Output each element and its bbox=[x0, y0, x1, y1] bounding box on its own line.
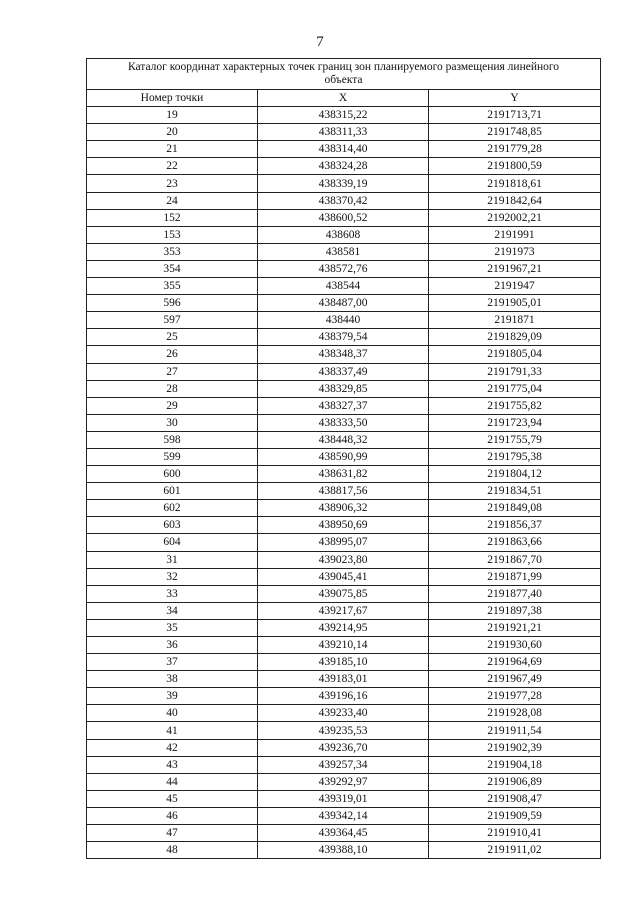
x-coordinate-cell: 439183,01 bbox=[258, 671, 429, 688]
table-row bbox=[87, 654, 601, 671]
y-coordinate-cell: 2191867,70 bbox=[429, 551, 601, 568]
y-coordinate-cell: 2191977,28 bbox=[429, 688, 601, 705]
y-coordinate-cell: 2191829,09 bbox=[429, 329, 601, 346]
y-coordinate-cell: 2191897,38 bbox=[429, 602, 601, 619]
point-number-cell: 26 bbox=[87, 346, 258, 363]
x-coordinate-cell: 439342,14 bbox=[258, 807, 429, 824]
table-row bbox=[87, 790, 601, 807]
y-coordinate-cell: 2191964,69 bbox=[429, 654, 601, 671]
column-header-point-number: Номер точки bbox=[87, 90, 258, 107]
table-row bbox=[87, 278, 601, 295]
y-coordinate-cell: 2191967,49 bbox=[429, 671, 601, 688]
table-row bbox=[87, 243, 601, 260]
x-coordinate-cell: 439075,85 bbox=[258, 585, 429, 602]
table-row bbox=[87, 534, 601, 551]
table-row bbox=[87, 141, 601, 158]
table-row bbox=[87, 192, 601, 209]
x-coordinate-cell: 439388,10 bbox=[258, 842, 429, 859]
point-number-cell: 23 bbox=[87, 175, 258, 192]
y-coordinate-cell: 2192002,21 bbox=[429, 209, 601, 226]
table-row bbox=[87, 688, 601, 705]
y-coordinate-cell: 2191863,66 bbox=[429, 534, 601, 551]
point-number-cell: 603 bbox=[87, 517, 258, 534]
y-coordinate-cell: 2191791,33 bbox=[429, 363, 601, 380]
x-coordinate-cell: 438311,33 bbox=[258, 124, 429, 141]
y-coordinate-cell: 2191818,61 bbox=[429, 175, 601, 192]
x-coordinate-cell: 439185,10 bbox=[258, 654, 429, 671]
table-caption: Каталог координат характерных точек границ зон планируемого размещения линейного объекта bbox=[87, 59, 601, 90]
table-row bbox=[87, 585, 601, 602]
coordinates-table bbox=[86, 58, 601, 859]
y-coordinate-cell: 2191804,12 bbox=[429, 466, 601, 483]
x-coordinate-cell: 438590,99 bbox=[258, 448, 429, 465]
point-number-cell: 24 bbox=[87, 192, 258, 209]
table-row bbox=[87, 380, 601, 397]
x-coordinate-cell: 438327,37 bbox=[258, 397, 429, 414]
point-number-cell: 47 bbox=[87, 825, 258, 842]
table-row bbox=[87, 825, 601, 842]
point-number-cell: 19 bbox=[87, 107, 258, 124]
point-number-cell: 45 bbox=[87, 790, 258, 807]
table-row bbox=[87, 739, 601, 756]
point-number-cell: 27 bbox=[87, 363, 258, 380]
y-coordinate-cell: 2191748,85 bbox=[429, 124, 601, 141]
x-coordinate-cell: 438339,19 bbox=[258, 175, 429, 192]
table-row bbox=[87, 551, 601, 568]
table-row bbox=[87, 312, 601, 329]
point-number-cell: 353 bbox=[87, 243, 258, 260]
table-row bbox=[87, 483, 601, 500]
y-coordinate-cell: 2191800,59 bbox=[429, 158, 601, 175]
x-coordinate-cell: 438487,00 bbox=[258, 295, 429, 312]
point-number-cell: 597 bbox=[87, 312, 258, 329]
point-number-cell: 22 bbox=[87, 158, 258, 175]
x-coordinate-cell: 438950,69 bbox=[258, 517, 429, 534]
y-coordinate-cell: 2191906,89 bbox=[429, 773, 601, 790]
table-body bbox=[87, 107, 601, 859]
x-coordinate-cell: 439364,45 bbox=[258, 825, 429, 842]
x-coordinate-cell: 439045,41 bbox=[258, 568, 429, 585]
x-coordinate-cell: 439236,70 bbox=[258, 739, 429, 756]
table-row bbox=[87, 295, 601, 312]
table-row bbox=[87, 705, 601, 722]
point-number-cell: 44 bbox=[87, 773, 258, 790]
y-coordinate-cell: 2191755,79 bbox=[429, 431, 601, 448]
column-header-y: Y bbox=[429, 90, 601, 107]
x-coordinate-cell: 438448,32 bbox=[258, 431, 429, 448]
table-row bbox=[87, 431, 601, 448]
x-coordinate-cell: 439233,40 bbox=[258, 705, 429, 722]
point-number-cell: 38 bbox=[87, 671, 258, 688]
page-number: 7 bbox=[316, 34, 324, 50]
table-row bbox=[87, 124, 601, 141]
table-row bbox=[87, 517, 601, 534]
column-header-x: X bbox=[258, 90, 429, 107]
y-coordinate-cell: 2191908,47 bbox=[429, 790, 601, 807]
x-coordinate-cell: 438315,22 bbox=[258, 107, 429, 124]
x-coordinate-cell: 438995,07 bbox=[258, 534, 429, 551]
point-number-cell: 602 bbox=[87, 500, 258, 517]
point-number-cell: 39 bbox=[87, 688, 258, 705]
x-coordinate-cell: 439196,16 bbox=[258, 688, 429, 705]
point-number-cell: 29 bbox=[87, 397, 258, 414]
point-number-cell: 33 bbox=[87, 585, 258, 602]
point-number-cell: 30 bbox=[87, 414, 258, 431]
x-coordinate-cell: 438581 bbox=[258, 243, 429, 260]
x-coordinate-cell: 439257,34 bbox=[258, 756, 429, 773]
y-coordinate-cell: 2191928,08 bbox=[429, 705, 601, 722]
table-row bbox=[87, 226, 601, 243]
x-coordinate-cell: 438370,42 bbox=[258, 192, 429, 209]
x-coordinate-cell: 439023,80 bbox=[258, 551, 429, 568]
point-number-cell: 25 bbox=[87, 329, 258, 346]
y-coordinate-cell: 2191909,59 bbox=[429, 807, 601, 824]
table-header-row bbox=[87, 90, 601, 107]
x-coordinate-cell: 439319,01 bbox=[258, 790, 429, 807]
point-number-cell: 598 bbox=[87, 431, 258, 448]
table-row bbox=[87, 414, 601, 431]
point-number-cell: 31 bbox=[87, 551, 258, 568]
x-coordinate-cell: 438348,37 bbox=[258, 346, 429, 363]
y-coordinate-cell: 2191755,82 bbox=[429, 397, 601, 414]
point-number-cell: 153 bbox=[87, 226, 258, 243]
y-coordinate-cell: 2191877,40 bbox=[429, 585, 601, 602]
y-coordinate-cell: 2191947 bbox=[429, 278, 601, 295]
y-coordinate-cell: 2191775,04 bbox=[429, 380, 601, 397]
y-coordinate-cell: 2191902,39 bbox=[429, 739, 601, 756]
point-number-cell: 355 bbox=[87, 278, 258, 295]
point-number-cell: 48 bbox=[87, 842, 258, 859]
x-coordinate-cell: 438631,82 bbox=[258, 466, 429, 483]
table-caption-row bbox=[87, 59, 601, 90]
y-coordinate-cell: 2191910,41 bbox=[429, 825, 601, 842]
table-row bbox=[87, 773, 601, 790]
y-coordinate-cell: 2191930,60 bbox=[429, 637, 601, 654]
table-row bbox=[87, 500, 601, 517]
x-coordinate-cell: 438379,54 bbox=[258, 329, 429, 346]
y-coordinate-cell: 2191871,99 bbox=[429, 568, 601, 585]
table-row bbox=[87, 107, 601, 124]
x-coordinate-cell: 438314,40 bbox=[258, 141, 429, 158]
y-coordinate-cell: 2191842,64 bbox=[429, 192, 601, 209]
y-coordinate-cell: 2191779,28 bbox=[429, 141, 601, 158]
point-number-cell: 41 bbox=[87, 722, 258, 739]
table-row bbox=[87, 619, 601, 636]
y-coordinate-cell: 2191967,21 bbox=[429, 260, 601, 277]
y-coordinate-cell: 2191911,54 bbox=[429, 722, 601, 739]
x-coordinate-cell: 438440 bbox=[258, 312, 429, 329]
x-coordinate-cell: 439235,53 bbox=[258, 722, 429, 739]
table-row bbox=[87, 842, 601, 859]
y-coordinate-cell: 2191905,01 bbox=[429, 295, 601, 312]
x-coordinate-cell: 438324,28 bbox=[258, 158, 429, 175]
point-number-cell: 43 bbox=[87, 756, 258, 773]
point-number-cell: 599 bbox=[87, 448, 258, 465]
y-coordinate-cell: 2191973 bbox=[429, 243, 601, 260]
x-coordinate-cell: 438600,52 bbox=[258, 209, 429, 226]
y-coordinate-cell: 2191856,37 bbox=[429, 517, 601, 534]
point-number-cell: 596 bbox=[87, 295, 258, 312]
table-row bbox=[87, 568, 601, 585]
table-row bbox=[87, 175, 601, 192]
table-row bbox=[87, 209, 601, 226]
table-row bbox=[87, 346, 601, 363]
point-number-cell: 40 bbox=[87, 705, 258, 722]
x-coordinate-cell: 438608 bbox=[258, 226, 429, 243]
y-coordinate-cell: 2191713,71 bbox=[429, 107, 601, 124]
y-coordinate-cell: 2191805,04 bbox=[429, 346, 601, 363]
table-row bbox=[87, 397, 601, 414]
point-number-cell: 21 bbox=[87, 141, 258, 158]
point-number-cell: 28 bbox=[87, 380, 258, 397]
point-number-cell: 35 bbox=[87, 619, 258, 636]
x-coordinate-cell: 439217,67 bbox=[258, 602, 429, 619]
point-number-cell: 600 bbox=[87, 466, 258, 483]
y-coordinate-cell: 2191991 bbox=[429, 226, 601, 243]
point-number-cell: 354 bbox=[87, 260, 258, 277]
y-coordinate-cell: 2191849,08 bbox=[429, 500, 601, 517]
x-coordinate-cell: 438906,32 bbox=[258, 500, 429, 517]
table-row bbox=[87, 329, 601, 346]
y-coordinate-cell: 2191871 bbox=[429, 312, 601, 329]
x-coordinate-cell: 439292,97 bbox=[258, 773, 429, 790]
y-coordinate-cell: 2191834,51 bbox=[429, 483, 601, 500]
table-row bbox=[87, 671, 601, 688]
x-coordinate-cell: 438544 bbox=[258, 278, 429, 295]
x-coordinate-cell: 438817,56 bbox=[258, 483, 429, 500]
table-row bbox=[87, 756, 601, 773]
x-coordinate-cell: 439210,14 bbox=[258, 637, 429, 654]
point-number-cell: 152 bbox=[87, 209, 258, 226]
point-number-cell: 601 bbox=[87, 483, 258, 500]
table-row bbox=[87, 602, 601, 619]
y-coordinate-cell: 2191723,94 bbox=[429, 414, 601, 431]
x-coordinate-cell: 438333,50 bbox=[258, 414, 429, 431]
x-coordinate-cell: 438572,76 bbox=[258, 260, 429, 277]
y-coordinate-cell: 2191904,18 bbox=[429, 756, 601, 773]
table-row bbox=[87, 158, 601, 175]
point-number-cell: 42 bbox=[87, 739, 258, 756]
y-coordinate-cell: 2191911,02 bbox=[429, 842, 601, 859]
table-row bbox=[87, 448, 601, 465]
table-row bbox=[87, 807, 601, 824]
table-row bbox=[87, 260, 601, 277]
point-number-cell: 37 bbox=[87, 654, 258, 671]
point-number-cell: 32 bbox=[87, 568, 258, 585]
table-row bbox=[87, 637, 601, 654]
table-row bbox=[87, 363, 601, 380]
x-coordinate-cell: 438329,85 bbox=[258, 380, 429, 397]
point-number-cell: 34 bbox=[87, 602, 258, 619]
point-number-cell: 604 bbox=[87, 534, 258, 551]
x-coordinate-cell: 439214,95 bbox=[258, 619, 429, 636]
point-number-cell: 20 bbox=[87, 124, 258, 141]
table-row bbox=[87, 722, 601, 739]
y-coordinate-cell: 2191921,21 bbox=[429, 619, 601, 636]
point-number-cell: 36 bbox=[87, 637, 258, 654]
x-coordinate-cell: 438337,49 bbox=[258, 363, 429, 380]
table-row bbox=[87, 466, 601, 483]
point-number-cell: 46 bbox=[87, 807, 258, 824]
y-coordinate-cell: 2191795,38 bbox=[429, 448, 601, 465]
